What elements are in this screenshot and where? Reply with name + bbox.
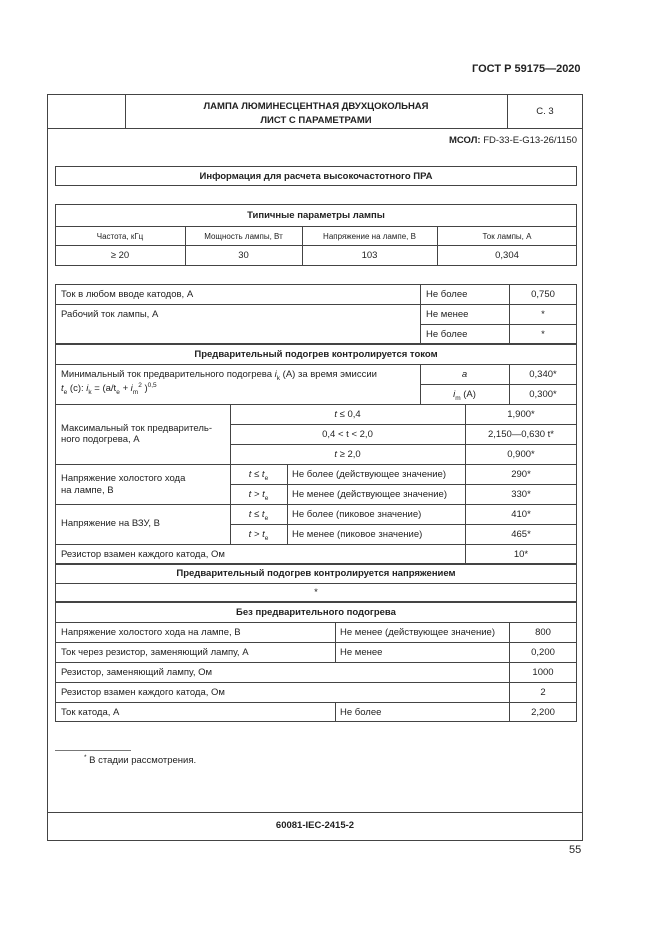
np-row1-value: 800 [535,627,551,638]
col-frequency: Частота, кГц [96,232,144,241]
table-rule [335,622,336,662]
cathode-resistor-value: 10* [513,549,529,560]
im-value: 0,300* [529,389,557,400]
ocv-cond-1: Не более (действующее значение) [292,469,446,480]
table-rule [55,364,577,365]
min-preheat-formula: $t_e$ (с): $i_k = (a/t_e + i_m^2$ )$^{0,5}$ [61,381,157,396]
table-rule [55,544,577,545]
np-row2-value: 0,200 [531,647,555,658]
vzu-t-1: $t \le t_e$ [248,509,269,522]
table-rule [55,464,577,465]
vzu-val-1: 410* [511,509,531,520]
cathode-resistor-label: Резистор взамен каждого катода, Ом [61,549,225,560]
sheet-number: С. 3 [536,106,554,117]
val-power: 30 [238,250,249,261]
val-current: 0,304 [495,250,519,261]
table-rule [55,642,577,643]
ocv-label-1: Напряжение холостого хода [61,473,186,484]
operating-current-max-cond: Не более [426,329,468,340]
table-rule [55,662,577,663]
operating-current-label: Рабочий ток лампы, А [61,309,159,320]
table-rule [55,583,577,584]
table-rule [55,702,577,703]
table-rule [420,384,577,385]
vzu-cond-2: Не менее (пиковое значение) [292,529,423,540]
val-voltage: 103 [361,250,378,261]
footnote: * В стадии рассмотрения. [84,753,197,766]
table-rule [335,702,336,722]
typical-params-title: Типичные параметры лампы [247,210,385,221]
ocv-t-1: $t \le t_e$ [248,469,269,482]
np-row2-label: Ток через резистор, заменяющий лампу, А [61,647,249,658]
ocv-label-2: на лампе, В [61,485,114,496]
voltage-preheat-title: Предварительный подогрев контролируется напряжением [176,568,456,579]
table-rule [230,444,577,445]
voltage-preheat-value: * [314,587,318,598]
a-coef-label: a [461,369,468,380]
table-rule [55,245,577,246]
max-val-2: 2,150—0,630 t* [487,429,555,440]
table-rule [230,424,577,425]
page-number: 55 [569,844,582,856]
operating-current-max-value: * [541,329,545,340]
max-cond-1: t ≤ 0,4 [334,409,361,420]
col-power: Мощность лампы, Вт [204,232,283,241]
table-rule [48,812,582,813]
np-row5-value: 2,200 [531,707,555,718]
table-rule [55,504,577,505]
ocv-val-2: 330* [511,489,531,500]
footnote-rule [55,750,131,751]
np-row4-label: Резистор взамен каждого катода, Ом [61,687,225,698]
np-row5-cond: Не более [340,707,382,718]
cathode-current-label: Ток в любом вводе катодов, А [61,289,194,300]
min-preheat-label: Минимальный ток предварительного подогрева $i_k$ (А) за время эмиссии [61,369,377,382]
max-preheat-label-1: Максимальный ток предваритель- [61,423,213,434]
mcol-code: МСОЛ: FD-33-E-G13-26/1150 [449,135,577,146]
table-rule [48,128,582,129]
val-frequency: ≥ 20 [110,250,130,261]
ocv-cond-2: Не менее (действующее значение) [292,489,447,500]
no-preheat-title: Без предварительного подогрева [236,607,396,618]
vzu-label: Напряжение на ВЗУ, В [61,518,160,529]
vzu-val-2: 465* [511,529,531,540]
sheet-title-line1: ЛАМПА ЛЮМИНЕСЦЕНТНАЯ ДВУХЦОКОЛЬНАЯ [203,101,429,112]
current-preheat-title: Предварительный подогрев контролируется током [194,349,438,360]
max-val-1: 1,900* [507,409,535,420]
max-val-3: 0,900* [507,449,535,460]
np-row4-value: 2 [540,687,546,698]
table-rule [230,524,577,525]
ocv-t-2: $t > t_e$ [248,489,269,502]
im-label: $i_m$ (А) [453,389,476,402]
operating-current-min-cond: Не менее [426,309,469,320]
vzu-t-2: $t > t_e$ [248,529,269,542]
table-rule [55,404,577,405]
max-cond-3: t ≥ 2,0 [334,449,361,460]
table-rule [420,324,577,325]
np-row3-label: Резистор, заменяющий лампу, Ом [61,667,213,678]
max-preheat-label-2: ного подогрева, А [61,434,140,445]
table-rule [55,226,577,227]
ocv-val-1: 290* [511,469,531,480]
col-voltage: Напряжение на лампе, В [323,232,416,241]
operating-current-min-value: * [541,309,545,320]
np-row5-label: Ток катода, А [61,707,120,718]
table-rule [55,682,577,683]
a-coef-value: 0,340* [529,369,557,380]
cathode-current-value: 0,750 [531,289,555,300]
footer-code: 60081-IEC-2415-2 [275,820,355,831]
table-rule [55,304,577,305]
table-rule [420,284,421,344]
cathode-current-cond: Не более [426,289,468,300]
table-rule [55,622,577,623]
standard-number: ГОСТ Р 59175—2020 [472,63,581,75]
col-current: Ток лампы, А [482,232,532,241]
np-row2-cond: Не менее [340,647,383,658]
np-row1-label: Напряжение холостого хода на лампе, В [61,627,241,638]
section-title: Информация для расчета высокочастотного ПРА [199,171,433,182]
max-cond-2: 0,4 < t < 2,0 [322,429,373,440]
vzu-cond-1: Не более (пиковое значение) [292,509,422,520]
sheet-title-line2: ЛИСТ С ПАРАМЕТРАМИ [260,115,372,126]
table-rule [230,484,577,485]
np-row1-cond: Не менее (действующее значение) [340,627,495,638]
np-row3-value: 1000 [532,667,554,678]
